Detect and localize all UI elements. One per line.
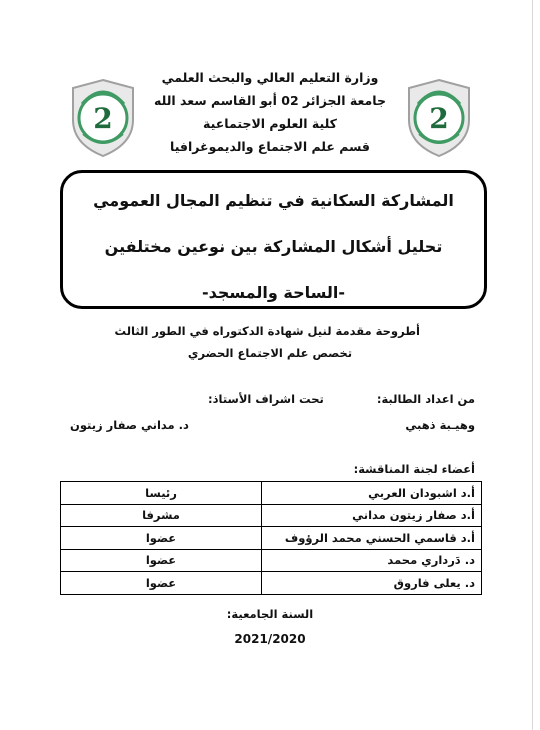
degree-line-1: أطروحة مقدمة لنيل شهادة الدكتوراه في الطور الثالث bbox=[114, 324, 420, 338]
table-row bbox=[61, 572, 482, 595]
thesis-title-line-1: المشاركة السكانية في تنظيم المجال العمومي bbox=[93, 191, 454, 210]
ministry-name: وزارة التعليم العالي والبحث العلمي bbox=[161, 70, 379, 85]
committee-label: أعضاء لجنة المناقشة: bbox=[353, 462, 475, 476]
committee-member-name: أ.د اشبودان العربي bbox=[262, 482, 482, 505]
committee-member-role: عضوا bbox=[61, 572, 262, 595]
academic-year-label: السنة الجامعية: bbox=[226, 607, 314, 621]
degree-line-2: تخصص علم الاجتماع الحضري bbox=[187, 346, 353, 360]
committee-member-role: عضوا bbox=[61, 527, 262, 550]
table-row bbox=[61, 504, 482, 527]
university-name: جامعة الجزائر 02 أبو القاسم سعد الله bbox=[154, 93, 386, 108]
committee-table bbox=[60, 481, 482, 595]
logo-emblem-left: 2 bbox=[93, 102, 113, 135]
supervisor-label: تحت اشراف الأستاذ: bbox=[208, 392, 324, 406]
logo-emblem-right: 2 bbox=[429, 102, 449, 135]
page-edge-line bbox=[532, 0, 533, 730]
institution-header bbox=[140, 66, 400, 158]
committee-member-role: عضوا bbox=[61, 549, 262, 572]
thesis-title-box bbox=[60, 170, 487, 309]
committee-member-role: مشرفا bbox=[61, 504, 262, 527]
committee-member-role: رئيسا bbox=[61, 482, 262, 505]
university-logo-right bbox=[405, 78, 473, 158]
table-row bbox=[61, 549, 482, 572]
committee-member-name: د. دَرداري محمد bbox=[262, 549, 482, 572]
department-name: قسم علم الاجتماع والديموغرافيا bbox=[170, 139, 370, 154]
preparer-name: وهيـبة ذهبي bbox=[405, 418, 475, 432]
preparer-label: من اعداد الطالبة: bbox=[376, 392, 475, 406]
committee-member-name: أ.د صفار زيتون مداني bbox=[262, 504, 482, 527]
table-row bbox=[61, 482, 482, 505]
faculty-name: كلية العلوم الاجتماعية bbox=[203, 116, 337, 131]
supervisor-name: د. مداني صفار زيتون bbox=[70, 418, 189, 432]
committee-member-name: أ.د قاسمي الحسني محمد الرؤوف bbox=[262, 527, 482, 550]
academic-year-value: 2021/2020 bbox=[234, 632, 306, 646]
university-logo-left bbox=[69, 78, 137, 158]
committee-member-name: د. يعلى فاروق bbox=[262, 572, 482, 595]
table-row bbox=[61, 527, 482, 550]
thesis-title-line-3: -الساحة والمسجد- bbox=[201, 283, 346, 302]
thesis-title-line-2: تحليل أشكال المشاركة بين نوعين مختلفين bbox=[104, 237, 443, 256]
degree-statement bbox=[114, 320, 420, 364]
